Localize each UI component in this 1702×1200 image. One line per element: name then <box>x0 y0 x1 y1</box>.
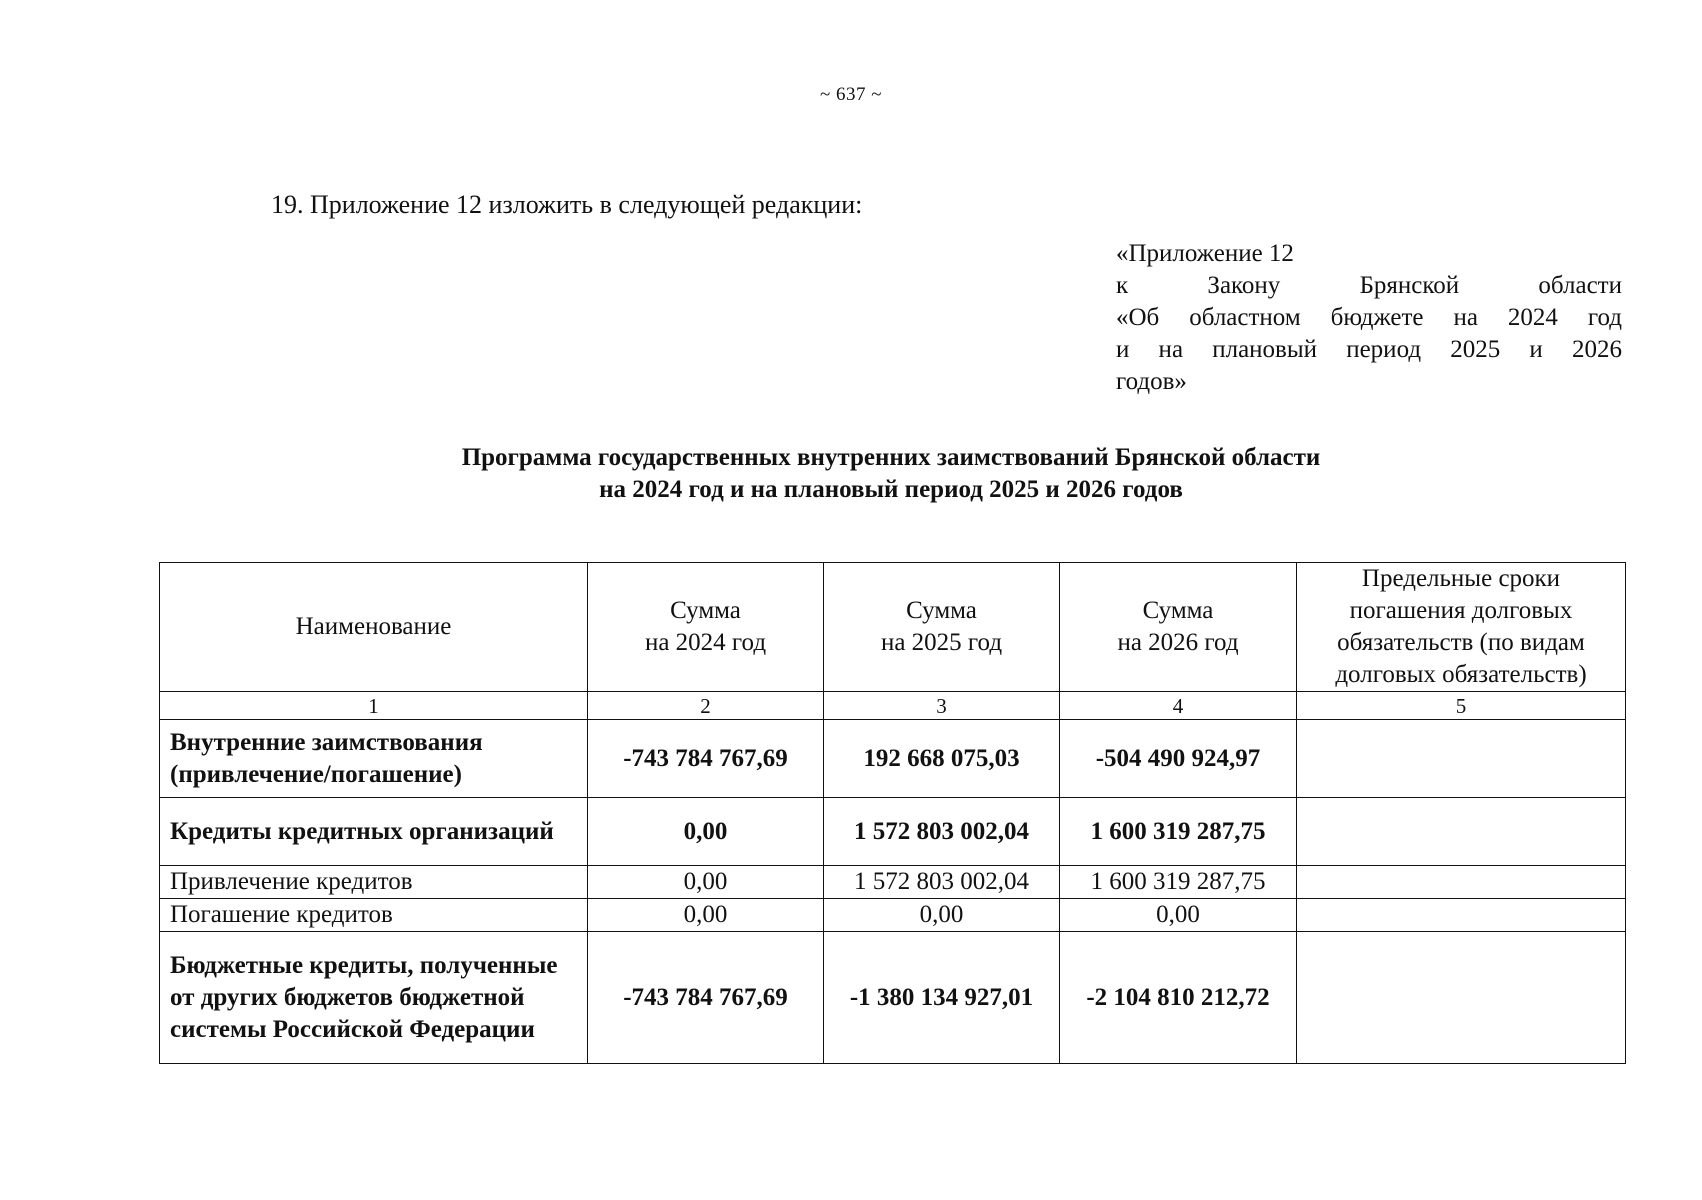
title-line-2: на 2024 год и на плановый период 2025 и 2026 годов <box>599 476 1183 503</box>
row-value-2024: -743 784 767,69 <box>588 932 824 1064</box>
row-value-2025: -1 380 134 927,01 <box>824 932 1060 1064</box>
appendix-line-1: «Приложение 12 <box>1116 240 1294 267</box>
row-terms <box>1297 720 1626 798</box>
row-value-2026: 0,00 <box>1060 899 1297 932</box>
row-value-2024: 0,00 <box>588 866 824 899</box>
table-header-row <box>160 563 1626 692</box>
appendix-line-2: к Закону Брянской области <box>1116 272 1622 299</box>
header-sum-2024-line-1: Сумма <box>670 597 741 624</box>
appendix-line-4: и на плановый период 2025 и 2026 <box>1116 336 1622 363</box>
row-terms <box>1297 866 1626 899</box>
row-name: Привлечение кредитов <box>160 866 588 899</box>
row-terms <box>1297 798 1626 866</box>
row-name: Кредиты кредитных организаций <box>160 798 588 866</box>
appendix-reference <box>1116 238 1622 398</box>
table-row <box>160 798 1626 866</box>
row-name: Бюджетные кредиты, полученные от других бюджетов бюджетной системы Российской Федерации <box>160 932 588 1064</box>
table-row <box>160 932 1626 1064</box>
borrowing-program-table <box>159 562 1626 1064</box>
row-value-2025: 1 572 803 002,04 <box>824 798 1060 866</box>
header-sum-2024 <box>588 563 824 692</box>
row-name: Погашение кредитов <box>160 899 588 932</box>
row-terms <box>1297 899 1626 932</box>
table-row <box>160 866 1626 899</box>
amendment-instruction: 19. Приложение 12 изложить в следующей редакции: <box>271 190 863 219</box>
column-number: 5 <box>1297 692 1626 720</box>
table-row <box>160 899 1626 932</box>
header-sum-2026 <box>1060 563 1297 692</box>
header-sum-2025-line-2: на 2025 год <box>880 629 1003 656</box>
row-value-2026: 1 600 319 287,75 <box>1060 866 1297 899</box>
column-number: 2 <box>588 692 824 720</box>
column-number: 1 <box>160 692 588 720</box>
row-value-2026: -504 490 924,97 <box>1060 720 1297 798</box>
title-line-1: Программа государственных внутренних заимствований Брянской области <box>461 444 1321 471</box>
column-number: 4 <box>1060 692 1297 720</box>
row-value-2025: 0,00 <box>824 899 1060 932</box>
document-title <box>0 442 1702 506</box>
column-number: 3 <box>824 692 1060 720</box>
header-sum-2026-line-1: Сумма <box>1142 597 1214 624</box>
row-value-2024: 0,00 <box>588 899 824 932</box>
appendix-line-3: «Об областном бюджете на 2024 год <box>1116 304 1622 331</box>
header-repayment-terms: Предельные сроки погашения долговых обязательств (по видам долговых обязательств) <box>1297 563 1626 692</box>
table-row <box>160 720 1626 798</box>
header-sum-2026-line-2: на 2026 год <box>1117 629 1239 656</box>
header-sum-2025 <box>824 563 1060 692</box>
header-sum-2024-line-2: на 2024 год <box>644 629 767 656</box>
column-number-row <box>160 692 1626 720</box>
row-name: Внутренние заимствования (привлечение/погашение) <box>160 720 588 798</box>
row-value-2025: 192 668 075,03 <box>824 720 1060 798</box>
row-value-2026: -2 104 810 212,72 <box>1060 932 1297 1064</box>
header-sum-2025-line-1: Сумма <box>906 597 977 624</box>
row-value-2024: -743 784 767,69 <box>588 720 824 798</box>
page-number: ~ 637 ~ <box>819 84 883 105</box>
row-value-2025: 1 572 803 002,04 <box>824 866 1060 899</box>
header-name: Наименование <box>160 563 588 692</box>
row-value-2024: 0,00 <box>588 798 824 866</box>
row-terms <box>1297 932 1626 1064</box>
appendix-line-5: годов» <box>1116 368 1187 395</box>
row-value-2026: 1 600 319 287,75 <box>1060 798 1297 866</box>
